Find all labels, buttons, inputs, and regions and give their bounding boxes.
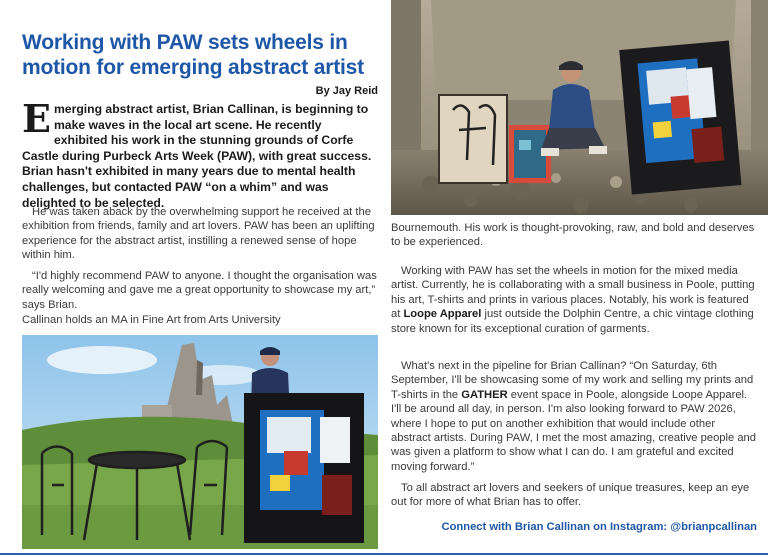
paragraph-6-part-2: event space in Poole, alongside Loope Apparel. I'll be around all day, in person. I'm also looking forward to PAW 2026, where I hope to put on another exhibition that would include other abstract artists. During PAW, I met the most amazing, creative people and was given a platform to show what I can do. I am grateful and excited moving forward.”	[391, 388, 756, 473]
loope-apparel-mention: Loope Apparel	[403, 308, 482, 321]
photo-artist-corfe-castle	[22, 335, 378, 549]
article-headline: Working with PAW sets wheels in motion for emerging abstract artist	[22, 31, 364, 79]
body-paragraph-5	[391, 264, 757, 336]
body-paragraph-6	[391, 359, 757, 474]
paragraph-6-part-1: What's next in the pipeline for Brian Callinan? “On Saturday, 6th September, I'll be showcasing some of my work and selling my prints and T-shirts in the	[391, 360, 754, 401]
left-column	[22, 30, 378, 326]
body-paragraph-3: Callinan holds an MA in Fine Art from Arts University	[22, 314, 281, 326]
body-paragraph-1: He was taken aback by the overwhelming support he received at the exhibition from friends, family and art lovers. PAW has been an uplifting experience for the abstract artist, instilling a renewed sense of hope within him.	[22, 206, 375, 262]
lede-text: merging abstract artist, Brian Callinan, is beginning to make waves in the local art scene. He recently exhibited his work in the stunning grounds of Corfe Castle during Purbeck Arts Week (PAW), with great success. Brian hasn't exhibited in many years due to mental health challenges, but contacted PAW “on a whim” and was delighted to be selected.	[22, 102, 372, 210]
gather-mention: GATHER	[461, 388, 508, 401]
body-paragraph-2: “I'd highly recommend PAW to anyone. I thought the organisation was really welcoming and gave me a great opportunity to showcase my art,” says Brian.	[22, 270, 377, 311]
byline: By Jay Reid	[315, 85, 378, 97]
drop-cap: E	[22, 96, 51, 141]
paragraph-5-part-2: just outside the Dolphin Centre, a chic vintage clothing store known for its exceptional curation of garments.	[391, 308, 754, 335]
body-paragraph-7: To all abstract art lovers and seekers of unique treasures, keep an eye out for more of what Brian has to offer.	[391, 482, 750, 509]
lede-paragraph	[22, 96, 378, 211]
bottom-rule	[0, 553, 768, 555]
body-paragraph-4: Bournemouth. His work is thought-provoking, raw, and bold and deserves to be experienced.	[391, 222, 755, 249]
photo-artist-in-alcove	[391, 0, 768, 215]
instagram-cta: Connect with Brian Callinan on Instagram: @brianpcallinan	[441, 521, 757, 533]
paragraph-5-part-1: Working with PAW has set the wheels in motion for the mixed media artist. Currently, he is collaborating with a small business in Poole, putting his art, T-shirts and prints in various places. Notably, his work is featured at	[391, 265, 755, 321]
